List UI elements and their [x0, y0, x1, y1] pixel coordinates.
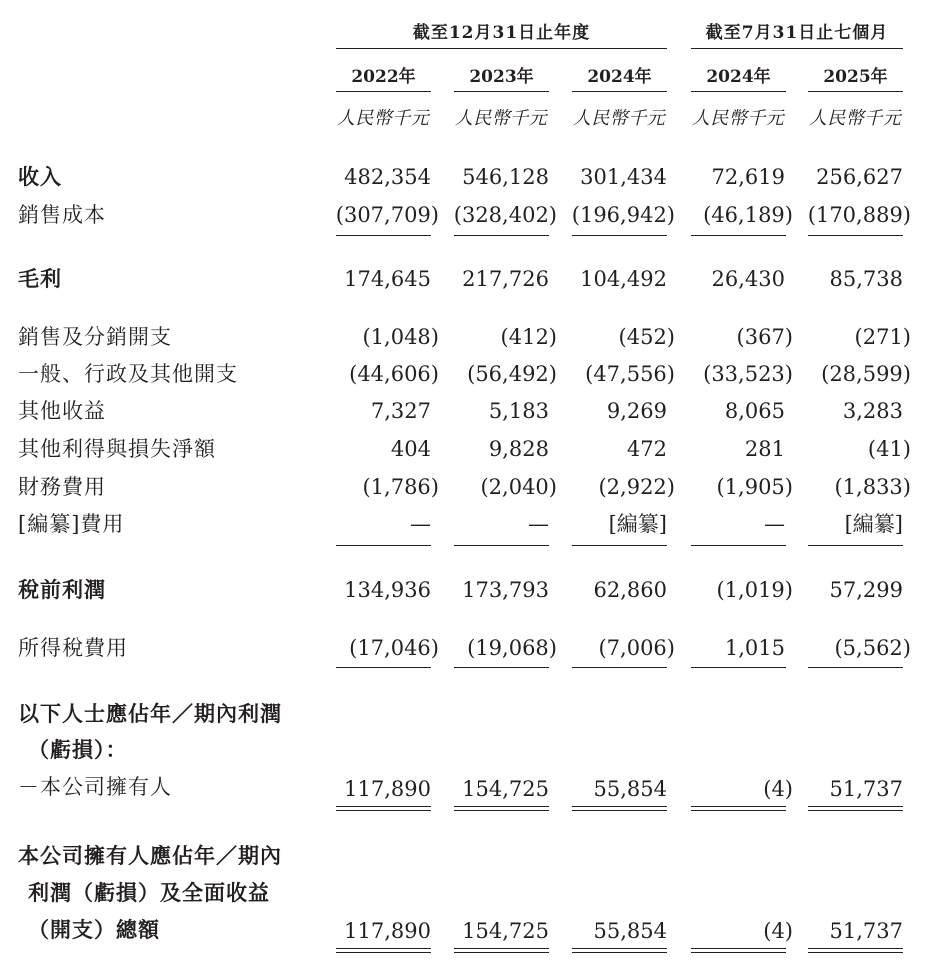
- value-profit-before-tax-col2: 173,793: [462, 578, 549, 602]
- value-profit-before-tax-col4: (1,019): [716, 578, 793, 602]
- value-finance-costs-col2: (2,040): [480, 475, 557, 499]
- subtotal-rule-col5: [808, 545, 903, 546]
- row-label-redacted-expenses: [編纂]費用: [18, 512, 125, 536]
- value-revenue-col1: 482,354: [344, 165, 431, 189]
- value-redacted-expenses-col5: [編纂]: [844, 512, 903, 536]
- value-profit-attributable-col2: 154,725: [462, 777, 549, 801]
- header-group-seven-months: 截至7月31日止七個月: [691, 22, 903, 49]
- header-year-col2: 2023年: [454, 66, 549, 92]
- value-profit-attributable-col1: 117,890: [344, 777, 431, 801]
- header-unit-col5: 人民幣千元: [808, 108, 902, 129]
- value-other-income-col5: 3,283: [842, 399, 903, 423]
- value-other-income-col1: 7,327: [370, 399, 431, 423]
- value-admin-expenses-col3: (47,556): [585, 362, 675, 386]
- total-double-rule-col5: [808, 806, 903, 811]
- subtotal-rule-col5: [808, 235, 903, 236]
- value-redacted-expenses-col3: [編纂]: [608, 512, 667, 536]
- header-year-col4: 2024年: [691, 66, 786, 92]
- value-total-comprehensive-col5: 51,737: [829, 919, 903, 943]
- value-redacted-expenses-col2: —: [528, 512, 549, 536]
- header-group-full-year: 截至12月31日止年度: [336, 22, 667, 49]
- value-income-tax-col2: (19,068): [467, 636, 557, 660]
- value-finance-costs-col3: (2,922): [598, 475, 675, 499]
- total-double-rule-col4: [691, 948, 786, 953]
- subtotal-rule-col1: [336, 667, 431, 668]
- value-cost-of-sales-col4: (46,189): [703, 203, 793, 227]
- subtotal-rule-col2: [454, 667, 549, 668]
- row-label-profit-attributable-line1: 以下人士應佔年／期內利潤: [18, 701, 282, 726]
- value-finance-costs-col5: (1,833): [834, 475, 911, 499]
- value-other-gains-col3: 472: [626, 437, 667, 461]
- value-income-tax-col5: (5,562): [834, 636, 911, 660]
- subtotal-rule-col2: [454, 235, 549, 236]
- value-admin-expenses-col4: (33,523): [703, 362, 793, 386]
- total-double-rule-col3: [572, 806, 667, 811]
- row-label-other-income: 其他收益: [18, 399, 106, 423]
- value-finance-costs-col1: (1,786): [362, 475, 439, 499]
- value-income-tax-col1: (17,046): [349, 636, 439, 660]
- header-unit-col2: 人民幣千元: [454, 108, 548, 129]
- row-label-gross-profit: 毛利: [18, 266, 62, 291]
- value-other-income-col2: 5,183: [488, 399, 549, 423]
- value-gross-profit-col4: 26,430: [711, 267, 785, 291]
- total-double-rule-col5: [808, 948, 903, 953]
- total-double-rule-col2: [454, 948, 549, 953]
- value-admin-expenses-col2: (56,492): [467, 362, 557, 386]
- value-cost-of-sales-col5: (170,889): [807, 203, 911, 227]
- value-total-comprehensive-col3: 55,854: [593, 919, 667, 943]
- value-other-income-col4: 8,065: [724, 399, 785, 423]
- subtotal-rule-col2: [454, 545, 549, 546]
- value-revenue-col2: 546,128: [462, 165, 549, 189]
- subtotal-rule-col3: [572, 235, 667, 236]
- row-label-admin-expenses: 一般、行政及其他開支: [18, 362, 238, 386]
- value-profit-before-tax-col1: 134,936: [344, 578, 431, 602]
- value-admin-expenses-col5: (28,599): [821, 362, 911, 386]
- value-revenue-col3: 301,434: [580, 165, 667, 189]
- row-label-other-gains: 其他利得與損失淨額: [18, 437, 216, 461]
- value-profit-before-tax-col5: 57,299: [829, 578, 903, 602]
- value-gross-profit-col3: 104,492: [580, 267, 667, 291]
- value-selling-expenses-col5: (271): [854, 325, 911, 349]
- header-unit-col3: 人民幣千元: [572, 108, 666, 129]
- total-double-rule-col1: [336, 948, 431, 953]
- subtotal-rule-col4: [691, 545, 786, 546]
- subtotal-rule-col1: [336, 235, 431, 236]
- row-label-total-comprehensive-line2: 利潤（虧損）及全面收益: [28, 880, 270, 905]
- value-other-gains-col5: (41): [867, 437, 911, 461]
- value-cost-of-sales-col3: (196,942): [571, 203, 675, 227]
- value-total-comprehensive-col1: 117,890: [344, 919, 431, 943]
- row-label-cost-of-sales: 銷售成本: [18, 203, 106, 227]
- value-selling-expenses-col3: (452): [618, 325, 675, 349]
- value-cost-of-sales-col1: (307,709): [335, 203, 439, 227]
- subtotal-rule-col1: [336, 545, 431, 546]
- value-finance-costs-col4: (1,905): [716, 475, 793, 499]
- header-year-col5: 2025年: [808, 66, 903, 92]
- value-other-gains-col2: 9,828: [488, 437, 549, 461]
- value-gross-profit-col5: 85,738: [829, 267, 903, 291]
- row-label-profit-before-tax: 稅前利潤: [18, 577, 106, 602]
- total-double-rule-col4: [691, 806, 786, 811]
- subtotal-rule-col5: [808, 667, 903, 668]
- header-year-col3: 2024年: [572, 66, 667, 92]
- value-other-income-col3: 9,269: [606, 399, 667, 423]
- value-gross-profit-col2: 217,726: [462, 267, 549, 291]
- value-selling-expenses-col1: (1,048): [362, 325, 439, 349]
- row-label-total-comprehensive-line1: 本公司擁有人應佔年／期內: [18, 843, 282, 868]
- value-cost-of-sales-col2: (328,402): [453, 203, 557, 227]
- value-gross-profit-col1: 174,645: [344, 267, 431, 291]
- header-year-col1: 2022年: [336, 66, 431, 92]
- value-redacted-expenses-col1: —: [410, 512, 431, 536]
- value-total-comprehensive-col4: (4): [763, 919, 793, 943]
- value-selling-expenses-col4: (367): [736, 325, 793, 349]
- row-label-finance-costs: 財務費用: [18, 475, 106, 499]
- value-income-tax-col3: (7,006): [598, 636, 675, 660]
- value-other-gains-col1: 404: [390, 437, 431, 461]
- subtotal-rule-col4: [691, 235, 786, 236]
- value-profit-before-tax-col3: 62,860: [593, 578, 667, 602]
- header-unit-col1: 人民幣千元: [336, 108, 430, 129]
- row-label-profit-attributable-line2: （虧損）：: [28, 737, 128, 762]
- value-profit-attributable-col3: 55,854: [593, 777, 667, 801]
- value-profit-attributable-col5: 51,737: [829, 777, 903, 801]
- value-profit-attributable-col4: (4): [763, 777, 793, 801]
- value-revenue-col5: 256,627: [816, 165, 903, 189]
- value-revenue-col4: 72,619: [711, 165, 785, 189]
- total-double-rule-col1: [336, 806, 431, 811]
- value-admin-expenses-col1: (44,606): [349, 362, 439, 386]
- header-unit-col4: 人民幣千元: [691, 108, 785, 129]
- total-double-rule-col2: [454, 806, 549, 811]
- row-label-owners-of-company: －本公司擁有人: [18, 775, 172, 799]
- row-label-revenue: 收入: [18, 164, 62, 189]
- total-double-rule-col3: [572, 948, 667, 953]
- subtotal-rule-col3: [572, 667, 667, 668]
- row-label-income-tax: 所得稅費用: [18, 636, 128, 660]
- subtotal-rule-col4: [691, 667, 786, 668]
- subtotal-rule-col3: [572, 545, 667, 546]
- value-income-tax-col4: 1,015: [724, 636, 785, 660]
- value-total-comprehensive-col2: 154,725: [462, 919, 549, 943]
- value-other-gains-col4: 281: [744, 437, 785, 461]
- row-label-selling-expenses: 銷售及分銷開支: [18, 325, 172, 349]
- row-label-total-comprehensive-line3: （開支）總額: [28, 917, 160, 942]
- value-redacted-expenses-col4: —: [764, 512, 785, 536]
- value-selling-expenses-col2: (412): [500, 325, 557, 349]
